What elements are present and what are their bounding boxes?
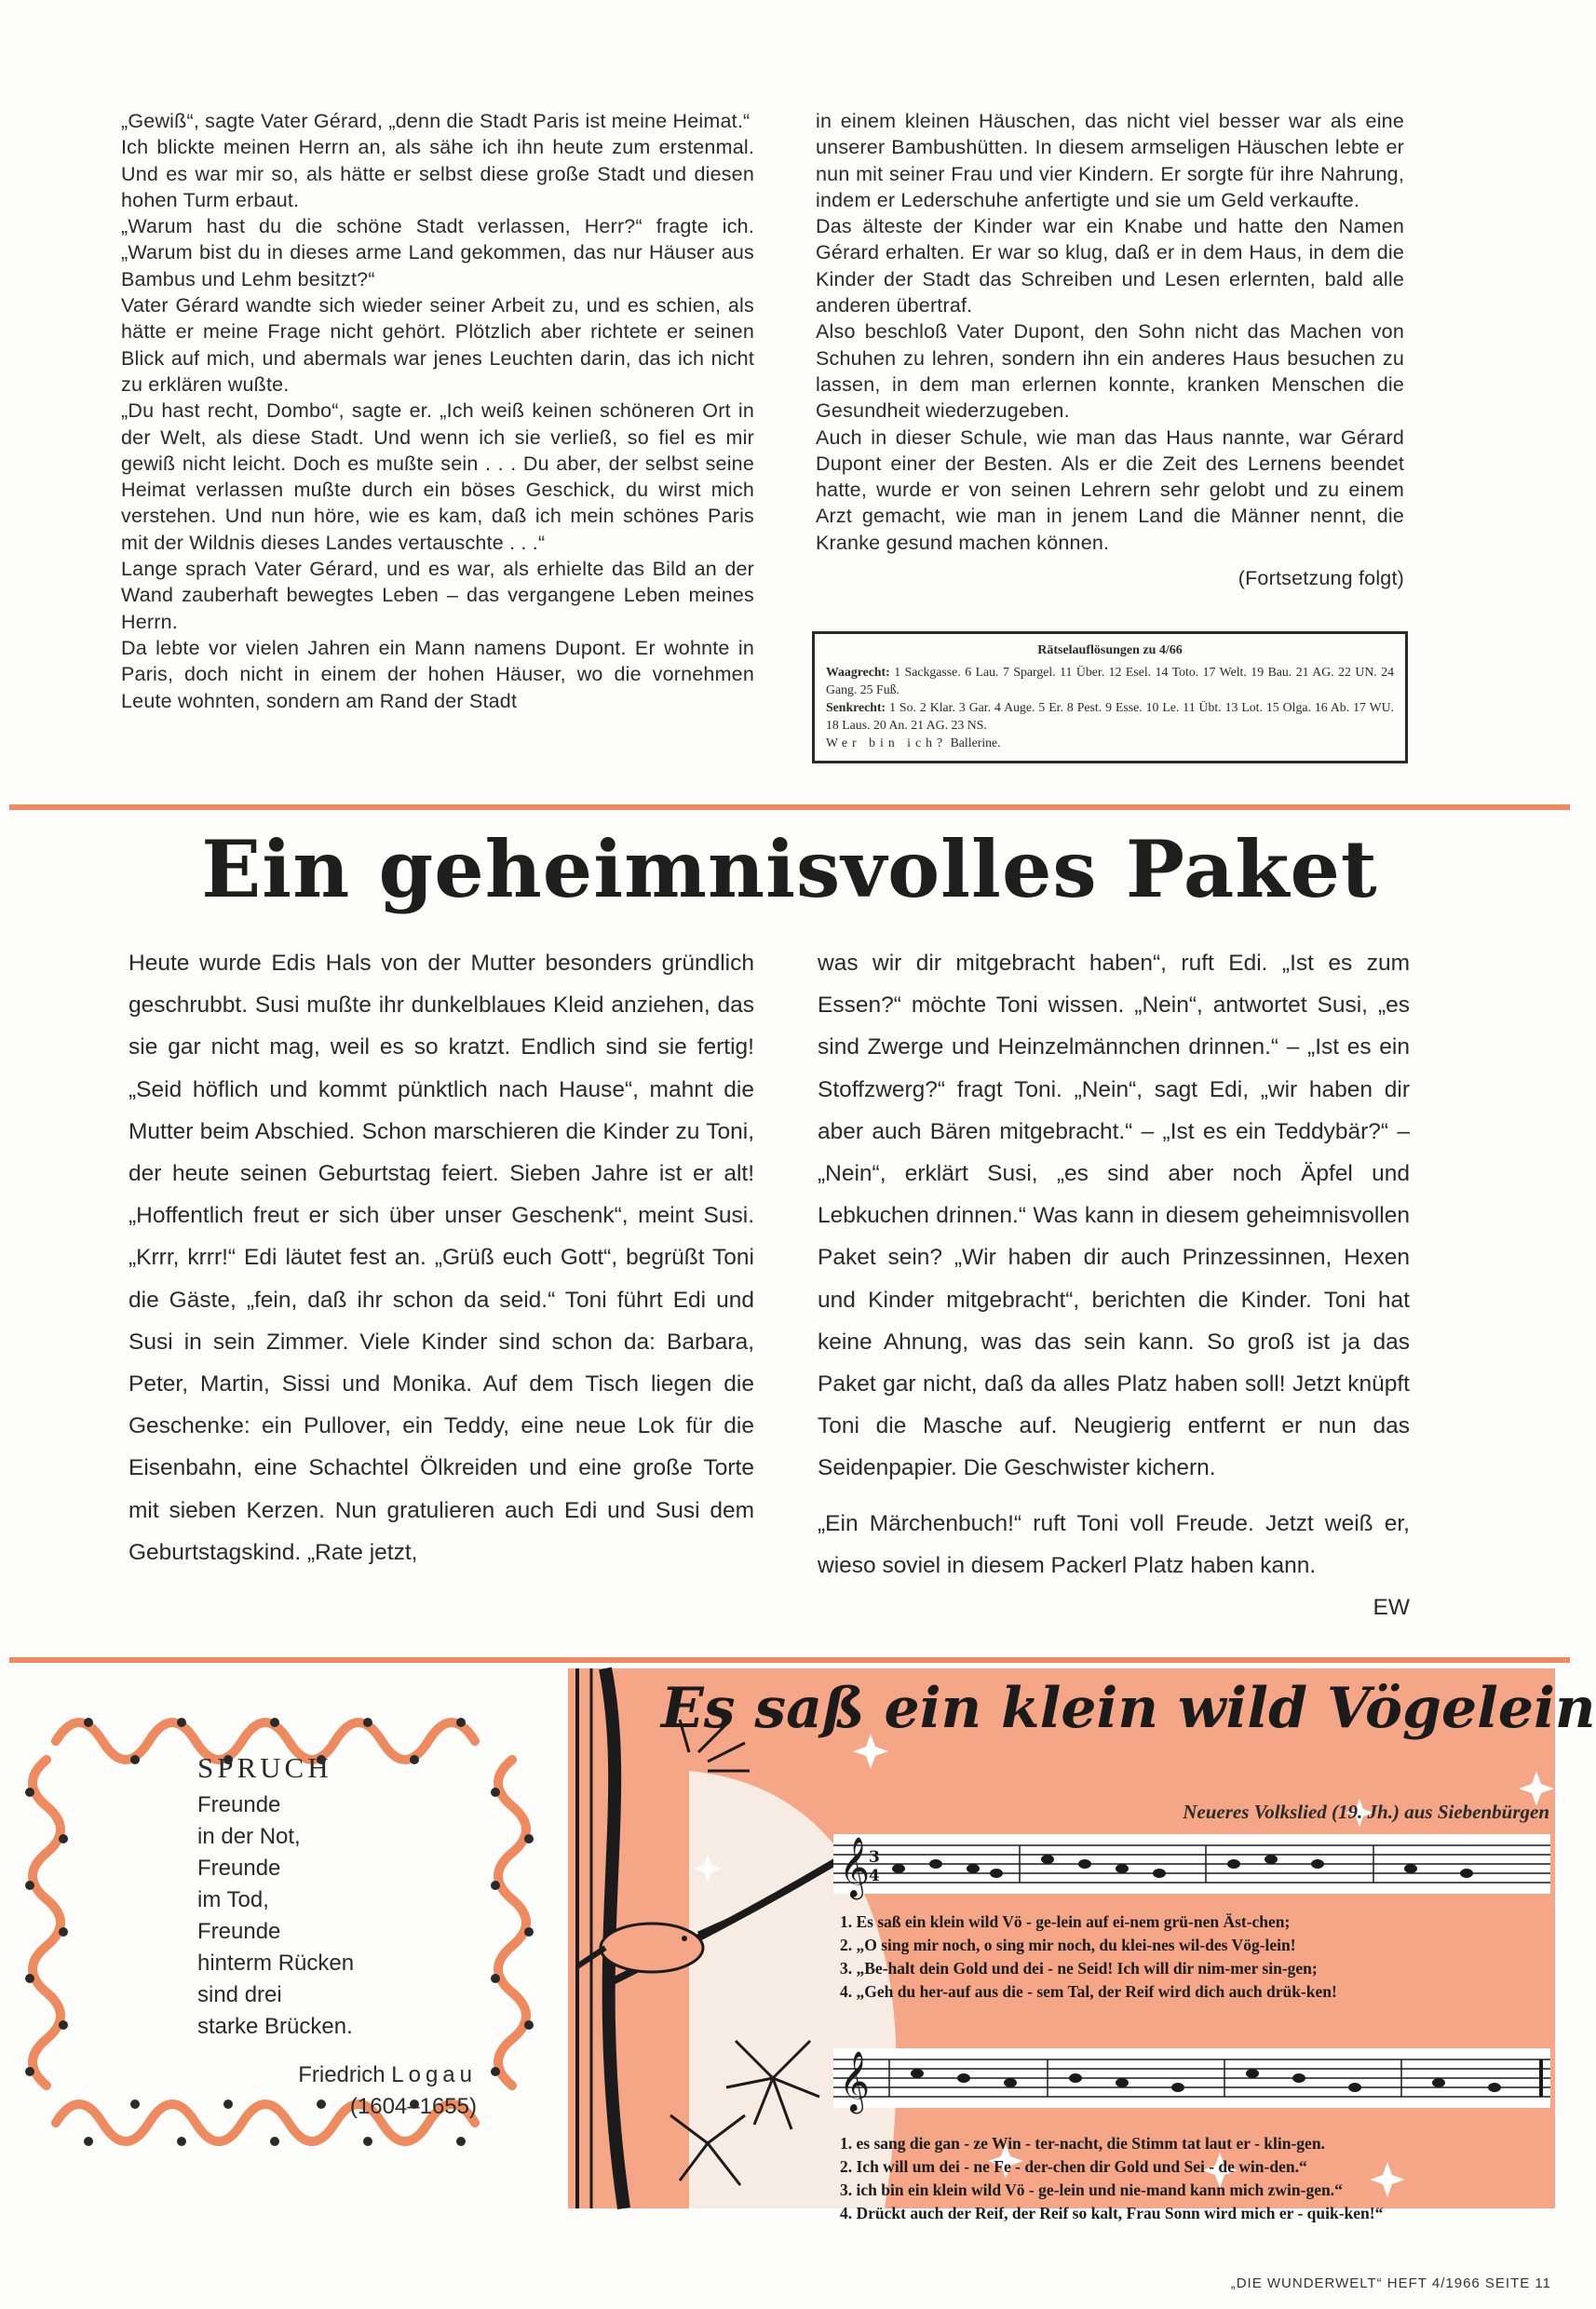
paragraph: Also beschloß Vater Dupont, den Sohn nicht das Machen von Schuhen zu lehren, sondern ihn ein anderes Haus besuchen zu lassen, in dem man erlernen konnte, kranken Menschen die Gesundheit wiederzugeben. xyxy=(816,320,1404,423)
story-column-1 xyxy=(121,108,754,714)
author-initials: EW xyxy=(1373,1595,1410,1621)
puzzle-title: Rätselauflösungen zu 4/66 xyxy=(1037,643,1183,657)
verse-line: 1. Es saß ein klein wild Vö - ge-lein auf ei-nem grü-nen Äst-chen; xyxy=(840,1912,1291,1931)
paragraph: Ich blickte meinen Herrn an, als sähe ich ihn heute zum erstenmal. Und es war mir so, als hätte er selbst diese große Stadt und diesen hohen Turm erbaut. xyxy=(121,136,754,211)
story-column-2 xyxy=(816,108,1404,591)
verse-line: 2. Ich will um dei - ne Fe - der-chen dir Gold und Sei - de win-den.“ xyxy=(840,2157,1307,2176)
divider-rule xyxy=(9,804,1570,810)
verse-line: starke Brücken. xyxy=(197,2014,353,2039)
paragraph: Heute wurde Edis Hals von der Mutter besonders gründlich geschrubbt. Susi mußte ihr dunkelblaues Kleid anziehen, das sie gar nicht mag, weil es so kratzt. Endlich sind sie fertig! „Seid höflich und kommt pünktlich nach Hause“, mahnt die Mutter beim Abschied. Schon marschieren die Kinder zu Toni, der heute seinen Geburtstag feiert. Sieben Jahre ist er alt! „Hoffentlich freut er sich über unser Geschenk“, meint Susi. „Krrr, krrr!“ Edi läutet fest an. „Grüß euch Gott“, begrüßt Toni die Gäste, „fein, daß ihr schon da seid.“ Toni führt Edi und Susi in sein Zimmer. Viele Kinder sind schon da: Barbara, Peter, Martin, Sissi und Monika. Auf dem Tisch liegen die Geschenke: ein Pullover, ein Teddy, eine neue Lok für die Eisenbahn, eine Schachtel Ölkreiden und eine große Torte mit sieben Kerzen. Nun gratulieren auch Edi und Susi dem Geburtstagskind. „Rate jetzt, xyxy=(128,951,754,1565)
who-answer: Ballerine. xyxy=(950,736,1001,749)
paragraph: Das älteste der Kinder war ein Knabe und hatte den Namen Gérard erhalten. Er war so klug, daß er in dem Haus, in dem die Kinder der Stadt das Schreiben und Lesen erlernten, bald alle anderen übertraf. xyxy=(816,215,1404,317)
spruch-title: SPRUCH xyxy=(197,1751,332,1784)
paragraph: Vater Gérard wandte sich wieder seiner Arbeit zu, und es schien, als hätte er meine Frage nicht gehört. Plötzlich aber richtete er seinen Blick auf mich, und abermals war jenes Leuchten darin, das ich nicht zu erklären wußte. xyxy=(121,294,754,396)
page-footer: „DIE WUNDERWELT“ HEFT 4/1966 SEITE 11 xyxy=(1230,2275,1551,2291)
article-headline: Ein geheimnisvolles Paket xyxy=(201,823,1378,915)
paragraph: in einem kleinen Häuschen, das nicht viel besser war als eine unserer Bambushütten. In diesem armseligen Häuschen lebte er nun mit seiner Frau und vier Kindern. Er sorgte für ihre Nahrung, indem er Lederschuhe anfertigte und sie um Geld verkaufte. xyxy=(816,110,1404,211)
verse-line: hinterm Rücken xyxy=(197,1951,355,1976)
spruch-box xyxy=(197,1752,477,2123)
song-subtitle: Neueres Volkslied (19. Jh.) aus Siebenbürgen xyxy=(1183,1801,1549,1823)
paragraph: Auch in dieser Schule, wie man das Haus nannte, war Gérard Dupont einer der Besten. Als er die Zeit des Lernens beendet hatte, wurde er von seinen Lehrern sehr gelobt und zu einem Arzt gemacht, wie man in jenem Land die Männer nennt, die Kranke gesund machen können. xyxy=(816,425,1404,554)
down-label: Senkrecht: xyxy=(826,700,886,714)
who-label: Wer bin ich? xyxy=(826,736,948,749)
verse-line: 4. „Geh du her-auf aus die - sem Tal, der Reif wird dich auch drük-ken! xyxy=(840,1982,1337,2001)
story2-column-2 xyxy=(818,942,1410,1628)
puzzle-who xyxy=(826,734,1394,751)
verse-line: 3. ich bin ein klein wild Vö - ge-lein und nie-mand kann mich zwin-gen.“ xyxy=(840,2181,1343,2199)
verse-line: 2. „O sing mir noch, o sing mir noch, du klei-nes wil-des Vög-lein! xyxy=(840,1936,1296,1954)
music-staff-2 xyxy=(833,2041,1550,2125)
time-signature-top: 3 xyxy=(869,1848,880,1867)
verse-line: Freunde xyxy=(197,1792,281,1817)
song-title: Es saß ein klein wild Vögelein xyxy=(661,1676,1596,1741)
verse-line: sind drei xyxy=(197,1982,282,2007)
treble-clef-icon: 𝄞 xyxy=(839,1837,871,1897)
verse-line: im Tod, xyxy=(197,1887,269,1912)
verse-line: in der Not, xyxy=(197,1824,301,1849)
time-signature-bottom: 4 xyxy=(869,1867,880,1885)
verse-line: 4. Drückt auch der Reif, der Reif so kalt, Frau Sonn wird mich er - quik-ken!“ xyxy=(840,2204,1384,2222)
paragraph: „Ein Märchenbuch!“ ruft Toni voll Freude. Jetzt weiß er, wieso soviel in diesem Packerl Platz haben kann. xyxy=(818,1510,1410,1578)
verse-line: 3. „Be-halt dein Gold und dei - ne Seid! Ich will dir nim-mer sin-gen; xyxy=(840,1959,1318,1978)
paragraph: was wir dir mitgebracht haben“, ruft Edi. „Ist es zum Essen?“ möchte Toni wissen. „Nein“, antwortet Susi, „es sind Zwerge und Heinzelmännchen drinnen.“ – „Ist es ein Stoffzwerg?“ fragt Toni. „Nein“, sagt Edi, „wir haben dir aber auch Bären mitgebracht.“ – „Ist es ein Teddybär?“ – „Nein“, erklärt Susi, „es sind aber noch Äpfel und Lebkuchen drinnen.“ Was kann in diesem geheimnisvollen Paket sein? „Wir haben dir auch Prinzessinnen, Hexen und Kinder mitgebracht“, berichten die Kinder. Toni hat keine Ahnung, was das sein kann. So groß ist ja das Paket gar nicht, daß da alles Platz haben soll! Jetzt knüpft Toni die Masche auf. Neugierig entfernt er nun das Seidenpapier. Die Geschwister kichern. xyxy=(818,951,1410,1481)
author-years: (1604–1655) xyxy=(349,2094,477,2119)
paragraph: „Gewiß“, sagte Vater Gérard, „denn die Stadt Paris ist meine Heimat.“ xyxy=(121,110,751,132)
paragraph: Da lebte vor vielen Jahren ein Mann namens Dupont. Er wohnte in Paris, doch nicht in einem der hohen Häuser, wo die vornehmen Leute wohnten, sondern am Rand der Stadt xyxy=(121,636,754,712)
paragraph: Lange sprach Vater Gérard, und es war, als erhielte das Bild an der Wand zauberhaft bewegtes Leben – das vergangene Leben meines Herrn. xyxy=(121,558,754,633)
across-label: Waagrecht: xyxy=(826,665,890,679)
puzzle-down xyxy=(826,698,1394,734)
puzzle-across xyxy=(826,663,1394,698)
down-answers: 1 So. 2 Klar. 3 Gar. 4 Auge. 5 Er. 8 Pest. 9 Esse. 10 Le. 11 Übt. 13 Lot. 15 Olga. 16 Ab. 17 WU. 18 Laus. 20 An. 21 AG. 23 NS. xyxy=(826,700,1395,732)
music-staff-1 xyxy=(833,1827,1550,1911)
verses-block-2 xyxy=(840,2132,1548,2225)
paragraph: „Warum hast du die schöne Stadt verlassen, Herr?“ fragte ich. „Warum bist du in dieses arme Land gekommen, das nur Häuser aus Bambus und Lehm besitzt?“ xyxy=(121,215,754,290)
spruch-author xyxy=(197,2059,477,2091)
treble-clef-icon: 𝄞 xyxy=(839,2051,871,2112)
story2-column-1 xyxy=(128,942,754,1573)
song-panel xyxy=(568,1668,1596,2222)
verse-line: 1. es sang die gan - ze Win - ter-nacht, die Stimm tat laut er - klin-gen. xyxy=(840,2134,1325,2153)
paragraph: „Du hast recht, Dombo“, sagte er. „Ich weiß keinen schöneren Ort in der Welt, als diese Stadt. Und wenn ich sie verließ, so fiel es mir gewiß nicht leicht. Doch es mußte sein . . . Du aber, der selbst seine Heimat verlassen mußte durch ein böses Geschick, du wirst mich verstehen. Und nun höre, wie es kam, daß ich mein schönes Paris mit der Wildnis dieses Landes vertauschte . . .“ xyxy=(121,399,754,554)
author-first-name: Friedrich xyxy=(298,2062,385,2087)
verses-block-1 xyxy=(840,1911,1548,2004)
puzzle-solutions-box xyxy=(812,631,1408,763)
verse-line: Freunde xyxy=(197,1856,281,1881)
across-answers: 1 Sackgasse. 6 Lau. 7 Spargel. 11 Über. 12 Esel. 14 Toto. 17 Welt. 19 Bau. 21 AG. 22 UN. 24 Gang. 25 Fuß. xyxy=(826,665,1395,696)
verse-line: Freunde xyxy=(197,1919,281,1944)
author-last-name: Logau xyxy=(391,2062,477,2087)
continued-note: (Fortsetzung folgt) xyxy=(1238,567,1404,590)
divider-rule xyxy=(9,1657,1570,1663)
